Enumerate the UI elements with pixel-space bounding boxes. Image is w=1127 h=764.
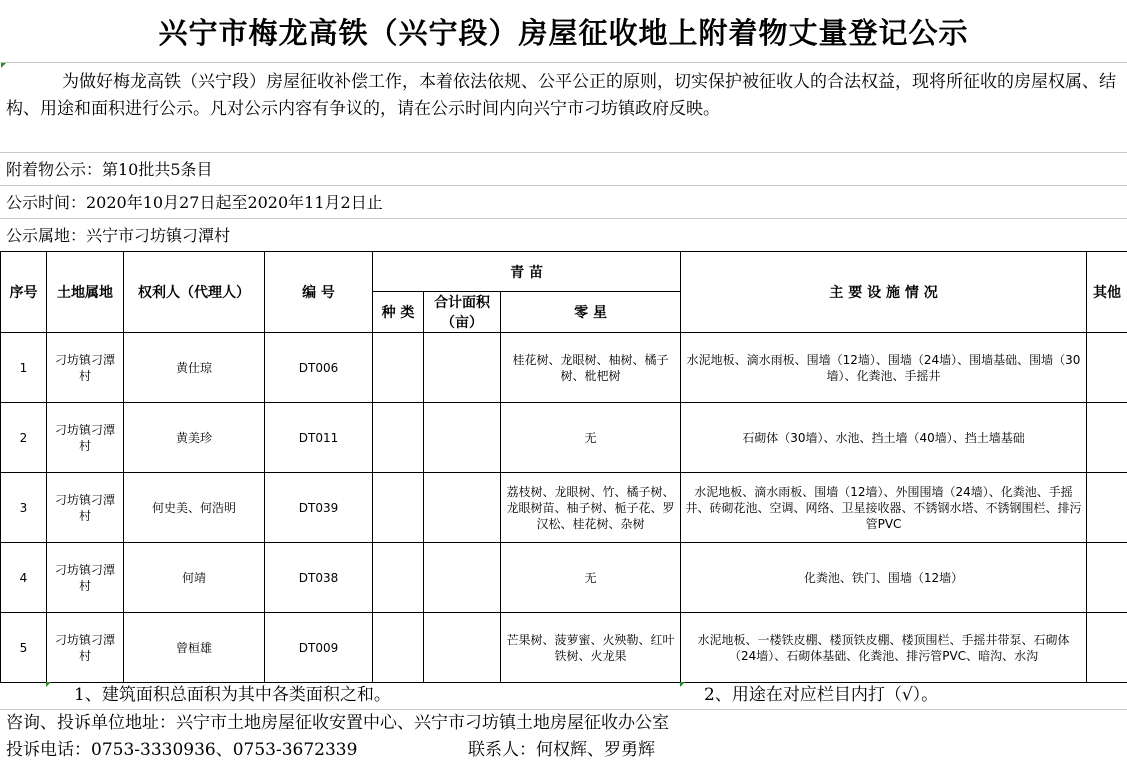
row-facilities: 水泥地板、滴水雨板、围墙（12墙）、外围围墙（24墙）、化粪池、手摇井、砖砌花池、空调、网络、卫星接收器、不锈钢水塔、不锈钢围栏、排污管PVC (681, 473, 1087, 543)
cell-marker (680, 682, 685, 687)
row-land: 刁坊镇刁潭村 (47, 473, 124, 543)
cell-marker (1, 63, 6, 68)
row-index: 1 (1, 333, 47, 403)
batch-info: 附着物公示：第10批共5条目 (0, 154, 1127, 186)
row-code: DT006 (265, 333, 373, 403)
compensation-table (0, 251, 1127, 683)
row-crop-type (373, 333, 424, 403)
note-usage: 2、用途在对应栏目内打（√）。 (704, 681, 938, 709)
row-index: 4 (1, 543, 47, 613)
row-index: 2 (1, 403, 47, 473)
row-other (1087, 473, 1127, 543)
row-scattered: 无 (501, 543, 681, 613)
row-land: 刁坊镇刁潭村 (47, 543, 124, 613)
table-row (1, 543, 1127, 613)
table-row (1, 613, 1127, 683)
row-crop-area (424, 473, 501, 543)
intro-paragraph: 为做好梅龙高铁（兴宁段）房屋征收补偿工作，本着依法依规、公平公正的原则，切实保护被征收人的合法权益，现将所征收的房屋权属、结构、用途和面积进行公示。凡对公示内容有争议的，请在公示时间内向兴宁市刁坊镇政府反映。 (0, 63, 1127, 153)
row-crop-area (424, 613, 501, 683)
header-index: 序号 (1, 252, 47, 333)
header-code: 编 号 (265, 252, 373, 333)
row-scattered: 荔枝树、龙眼树、竹、橘子树、龙眼树苗、柚子树、栀子花、罗汉松、桂花树、杂树 (501, 473, 681, 543)
row-land: 刁坊镇刁潭村 (47, 333, 124, 403)
row-other (1087, 403, 1127, 473)
row-crop-area (424, 403, 501, 473)
table-row (1, 333, 1127, 403)
row-owner: 何靖 (124, 543, 265, 613)
notes-row (0, 681, 1127, 710)
row-crop-area (424, 543, 501, 613)
table-row (1, 403, 1127, 473)
row-index: 3 (1, 473, 47, 543)
row-facilities: 水泥地板、滴水雨板、围墙（12墙）、围墙（24墙）、围墙基础、围墙（30墙）、化粪池、手摇井 (681, 333, 1087, 403)
page-title: 兴宁市梅龙高铁（兴宁段）房屋征收地上附着物丈量登记公示 (0, 0, 1127, 63)
header-crop-type: 种 类 (373, 292, 424, 333)
contact-line (0, 737, 1127, 764)
row-scattered: 桂花树、龙眼树、柚树、橘子树、枇杷树 (501, 333, 681, 403)
row-code: DT009 (265, 613, 373, 683)
row-owner: 黄仕琼 (124, 333, 265, 403)
row-other (1087, 543, 1127, 613)
header-scattered: 零 星 (501, 292, 681, 333)
row-crop-type (373, 403, 424, 473)
row-code: DT039 (265, 473, 373, 543)
row-scattered: 无 (501, 403, 681, 473)
row-owner: 黄美珍 (124, 403, 265, 473)
row-other (1087, 613, 1127, 683)
period-info: 公示时间：2020年10月27日起至2020年11月2日止 (0, 187, 1127, 219)
header-owner: 权利人（代理人） (124, 252, 265, 333)
row-land: 刁坊镇刁潭村 (47, 403, 124, 473)
row-crop-type (373, 473, 424, 543)
table-row (1, 473, 1127, 543)
header-other: 其他 (1087, 252, 1127, 333)
row-crop-type (373, 543, 424, 613)
row-facilities: 水泥地板、一楼铁皮棚、楼顶铁皮棚、楼顶围栏、手摇井带泵、石砌体（24墙）、石砌体基础、化粪池、排污管PVC、暗沟、水沟 (681, 613, 1087, 683)
complaint-phone: 投诉电话：0753-3330936、0753-3672339 (6, 740, 357, 760)
row-land: 刁坊镇刁潭村 (47, 613, 124, 683)
row-other (1087, 333, 1127, 403)
row-code: DT038 (265, 543, 373, 613)
row-index: 5 (1, 613, 47, 683)
header-land: 土地属地 (47, 252, 124, 333)
header-crop-area: 合计面积（亩） (424, 292, 501, 333)
row-owner: 何史美、何浩明 (124, 473, 265, 543)
note-area: 1、建筑面积总面积为其中各类面积之和。 (74, 681, 391, 709)
row-scattered: 芒果树、菠萝蜜、火殃勒、红叶铁树、火龙果 (501, 613, 681, 683)
cell-marker (46, 682, 51, 687)
header-facilities: 主 要 设 施 情 况 (681, 252, 1087, 333)
contact-address: 咨询、投诉单位地址：兴宁市土地房屋征收安置中心、兴宁市刁坊镇土地房屋征收办公室 (0, 710, 1127, 737)
row-owner: 曾桓雄 (124, 613, 265, 683)
row-crop-type (373, 613, 424, 683)
row-code: DT011 (265, 403, 373, 473)
row-facilities: 化粪池、铁门、围墙（12墙） (681, 543, 1087, 613)
row-facilities: 石砌体（30墙）、水池、挡土墙（40墙）、挡土墙基础 (681, 403, 1087, 473)
location-info: 公示属地：兴宁市刁坊镇刁潭村 (0, 220, 1127, 252)
row-crop-area (424, 333, 501, 403)
contact-person: 联系人：何权辉、罗勇辉 (468, 737, 655, 764)
header-crops: 青 苗 (373, 252, 681, 292)
